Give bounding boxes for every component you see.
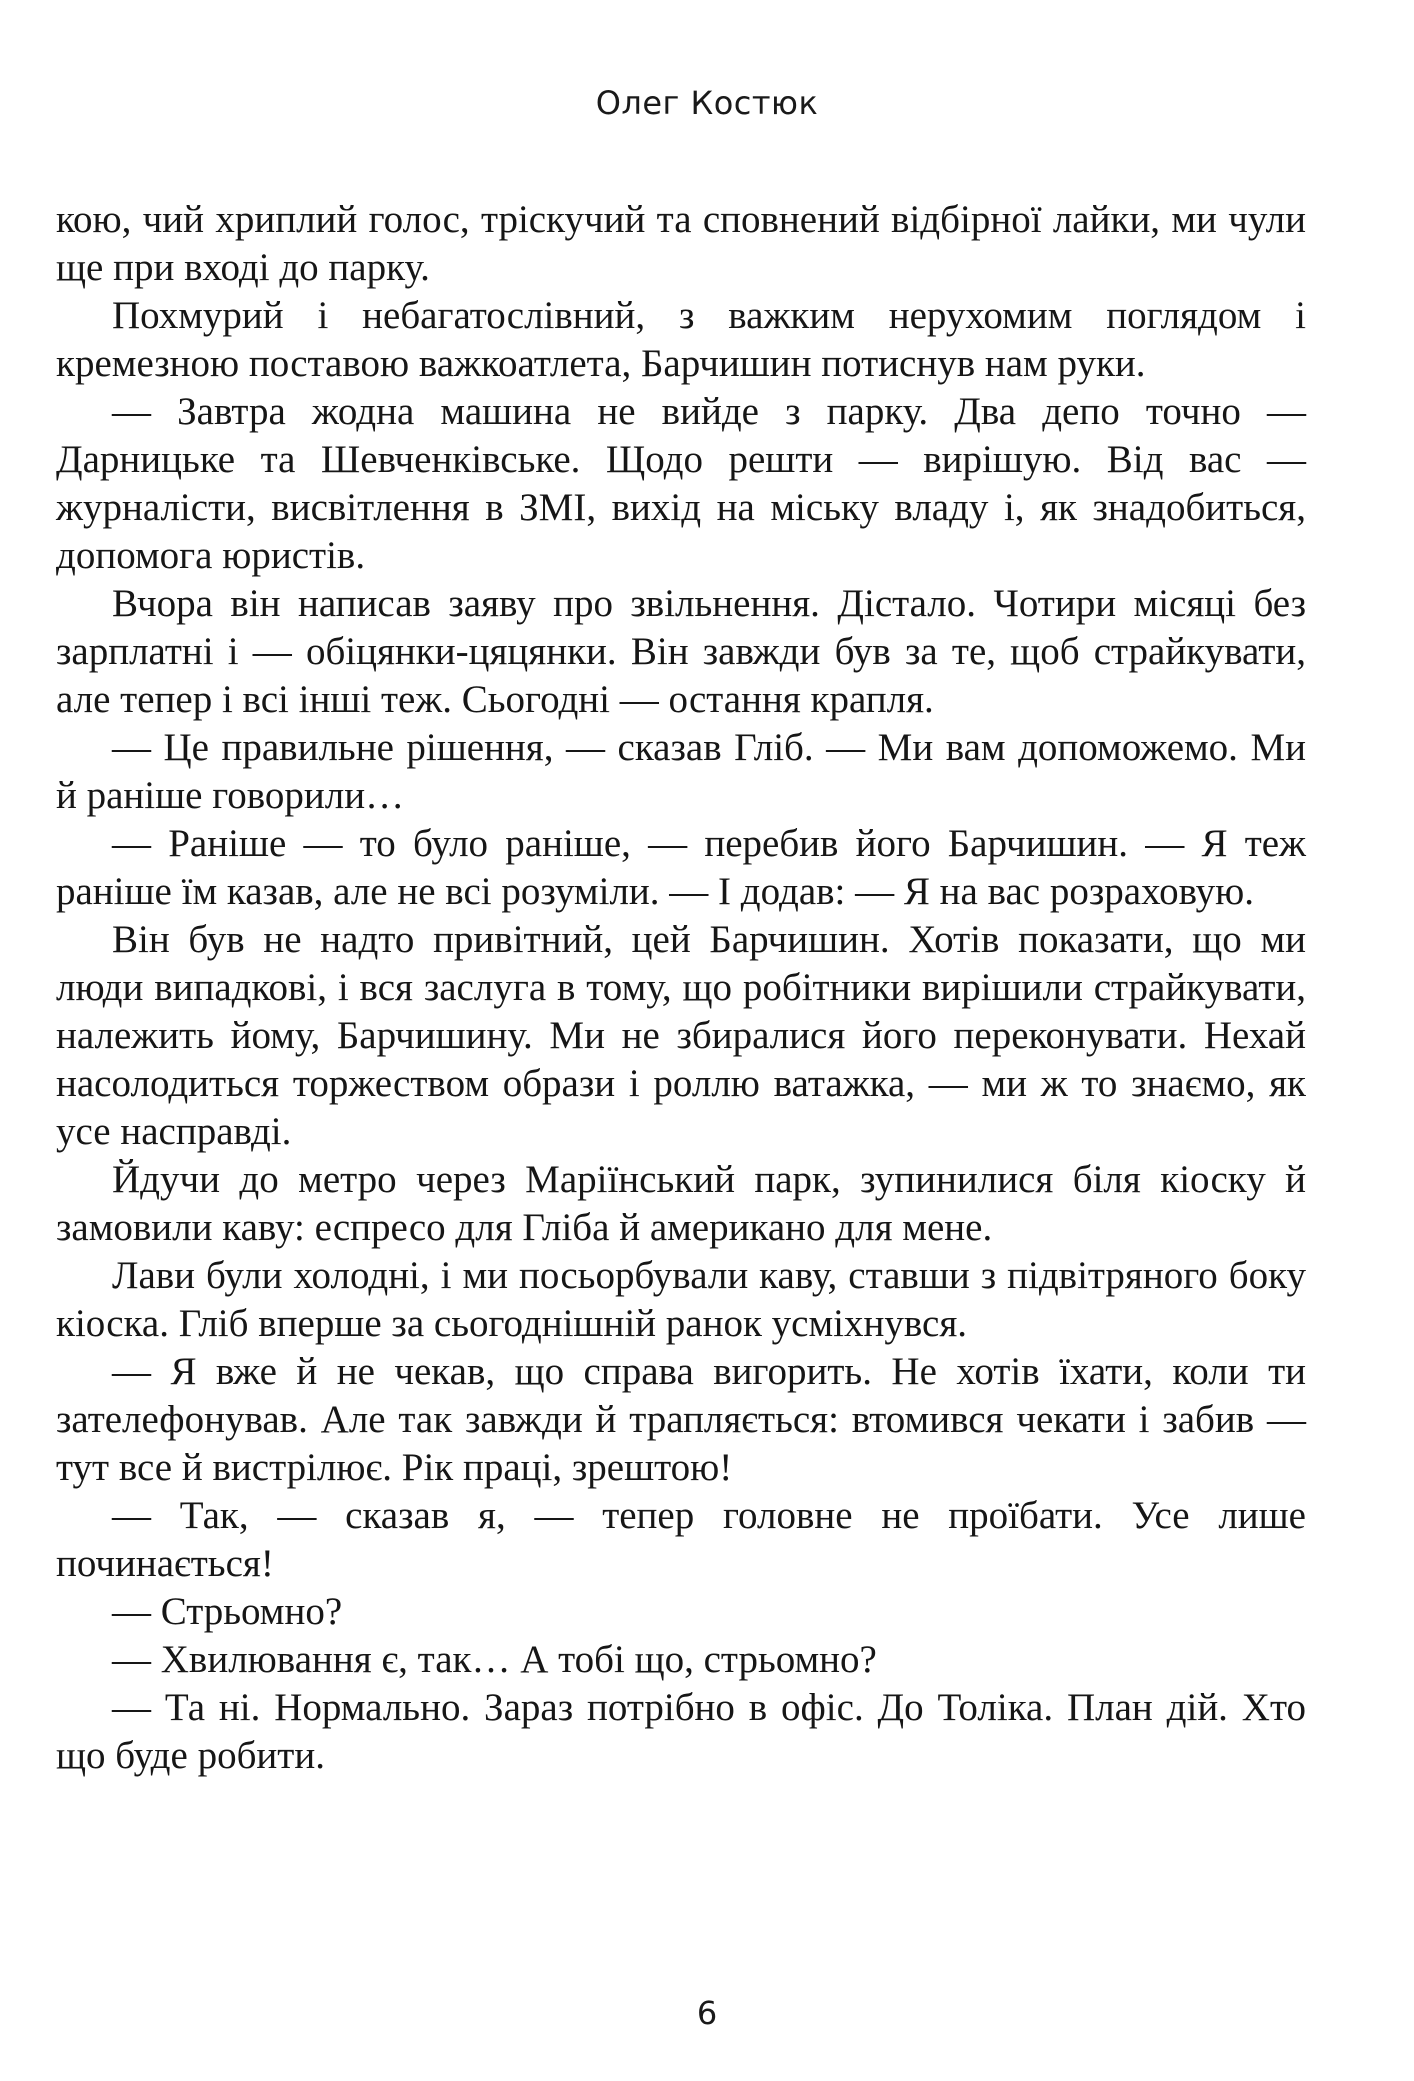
- page-number: 6: [696, 1994, 718, 2032]
- paragraph: — Раніше — то було раніше, — перебив його Барчишин. — Я теж раніше їм казав, але не всі розуміли. — І додав: — Я на вас розраховую.: [56, 822, 1306, 913]
- paragraph: Похмурий і небагатослівний, з важким нерухомим поглядом і кремезною поставою важкоатлета, Барчишин потиснув нам руки.: [56, 294, 1306, 385]
- paragraph: — Це правильне рішення, — сказав Гліб. — Ми вам допоможемо. Ми й раніше говорили…: [56, 726, 1306, 817]
- paragraph: Вчора він написав заяву про звільнення. Дістало. Чотири місяці без зарплатні і — обіцянки-цяцянки. Він завжди був за те, щоб страйкувати, але тепер і всі інші теж. Сьогодні — остання крапля.: [56, 582, 1306, 721]
- paragraph: — Та ні. Нормально. Зараз потрібно в офіс. До Толіка. План дій. Хто що буде робити.: [56, 1686, 1306, 1777]
- paragraph: — Так, — сказав я, — тепер головне не проїбати. Усе лише починається!: [56, 1494, 1306, 1585]
- running-head-author: Олег Костюк: [595, 84, 819, 122]
- paragraph: — Стрьомно?: [112, 1590, 343, 1633]
- paragraph: — Я вже й не чекав, що справа вигорить. Не хотів їхати, коли ти зателефонував. Але так завжди й трапляється: втомився чекати і забив — тут все й вистрілює. Рік праці, зрештою!: [56, 1350, 1306, 1489]
- paragraph: кою, чий хриплий голос, тріскучий та сповнений відбірної лайки, ми чули ще при вході до парку.: [56, 198, 1306, 289]
- paragraph: — Хвилювання є, так… А тобі що, стрьомно?: [112, 1638, 877, 1681]
- paragraph: — Завтра жодна машина не вийде з парку. Два депо точно — Дарницьке та Шевченківське. Щодо решти — вирішую. Від вас — журналісти, висвітлення в ЗМІ, вихід на міську владу і, як знадобиться, допомога юристів.: [56, 390, 1306, 577]
- paragraph: Лави були холодні, і ми посьорбували каву, ставши з підвітряного боку кіоска. Гліб вперше за сьогоднішній ранок усміхнувся.: [56, 1254, 1306, 1345]
- body-text: [56, 196, 1306, 1780]
- paragraph: Йдучи до метро через Маріїнський парк, зупинилися біля кіоску й замовили каву: еспресо для Гліба й американо для мене.: [56, 1158, 1306, 1249]
- paragraph: Він був не надто привітний, цей Барчишин. Хотів показати, що ми люди випадкові, і вся заслуга в тому, що робітники вирішили страйкувати, належить йому, Барчишину. Ми не збиралися його переконувати. Нехай насолодиться торжеством образи і роллю ватажка, — ми ж то знаємо, як усе насправді.: [56, 918, 1306, 1153]
